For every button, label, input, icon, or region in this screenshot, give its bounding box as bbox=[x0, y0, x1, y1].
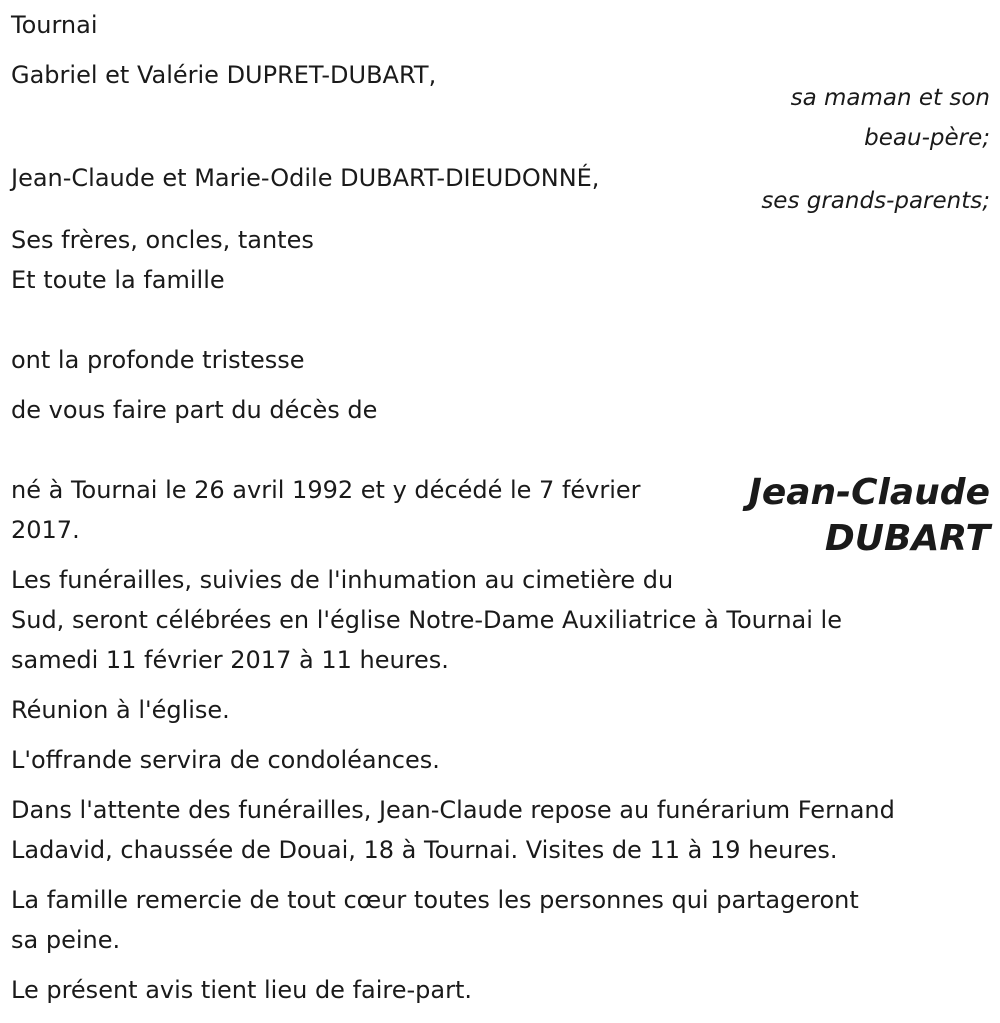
birth-death-line-2: 2017. bbox=[11, 516, 80, 544]
relation-parents-line-2: beau-père; bbox=[864, 125, 990, 151]
wake-line-2: Ladavid, chaussée de Douai, 18 à Tournai. Visites de 11 à 19 heures. bbox=[11, 836, 838, 864]
relation-grandparents: ses grands-parents; bbox=[761, 188, 990, 214]
deceased-first-name: Jean-Claude bbox=[748, 472, 990, 513]
city: Tournai bbox=[11, 11, 98, 39]
thanks-line-2: sa peine. bbox=[11, 926, 121, 954]
wake-line-1: Dans l'attente des funérailles, Jean-Claude repose au funérarium Fernand bbox=[11, 796, 895, 824]
offering-info: L'offrande servira de condoléances. bbox=[11, 746, 440, 774]
family-member-parents: Gabriel et Valérie DUPRET-DUBART, bbox=[11, 61, 437, 89]
deceased-last-name: DUBART bbox=[824, 518, 990, 559]
funeral-line-3: samedi 11 février 2017 à 11 heures. bbox=[11, 646, 449, 674]
announcement-line-2: de vous faire part du décès de bbox=[11, 396, 378, 424]
relation-parents-line-1: sa maman et son bbox=[790, 85, 990, 111]
announcement-line-1: ont la profonde tristesse bbox=[11, 346, 305, 374]
other-relatives-line-1: Ses frères, oncles, tantes bbox=[11, 226, 314, 254]
funeral-line-1: Les funérailles, suivies de l'inhumation au cimetière du bbox=[11, 566, 674, 594]
notice-statement: Le présent avis tient lieu de faire-part. bbox=[11, 976, 473, 1004]
other-relatives-line-2: Et toute la famille bbox=[11, 266, 225, 294]
birth-death-line-1: né à Tournai le 26 avril 1992 et y décédé le 7 février bbox=[11, 476, 641, 504]
funeral-line-2: Sud, seront célébrées en l'église Notre-Dame Auxiliatrice à Tournai le bbox=[11, 606, 842, 634]
family-member-grandparents: Jean-Claude et Marie-Odile DUBART-DIEUDONNÉ, bbox=[11, 164, 600, 192]
meeting-info: Réunion à l'église. bbox=[11, 696, 230, 724]
deceased-name bbox=[748, 470, 990, 562]
thanks-line-1: La famille remercie de tout cœur toutes les personnes qui partageront bbox=[11, 886, 859, 914]
